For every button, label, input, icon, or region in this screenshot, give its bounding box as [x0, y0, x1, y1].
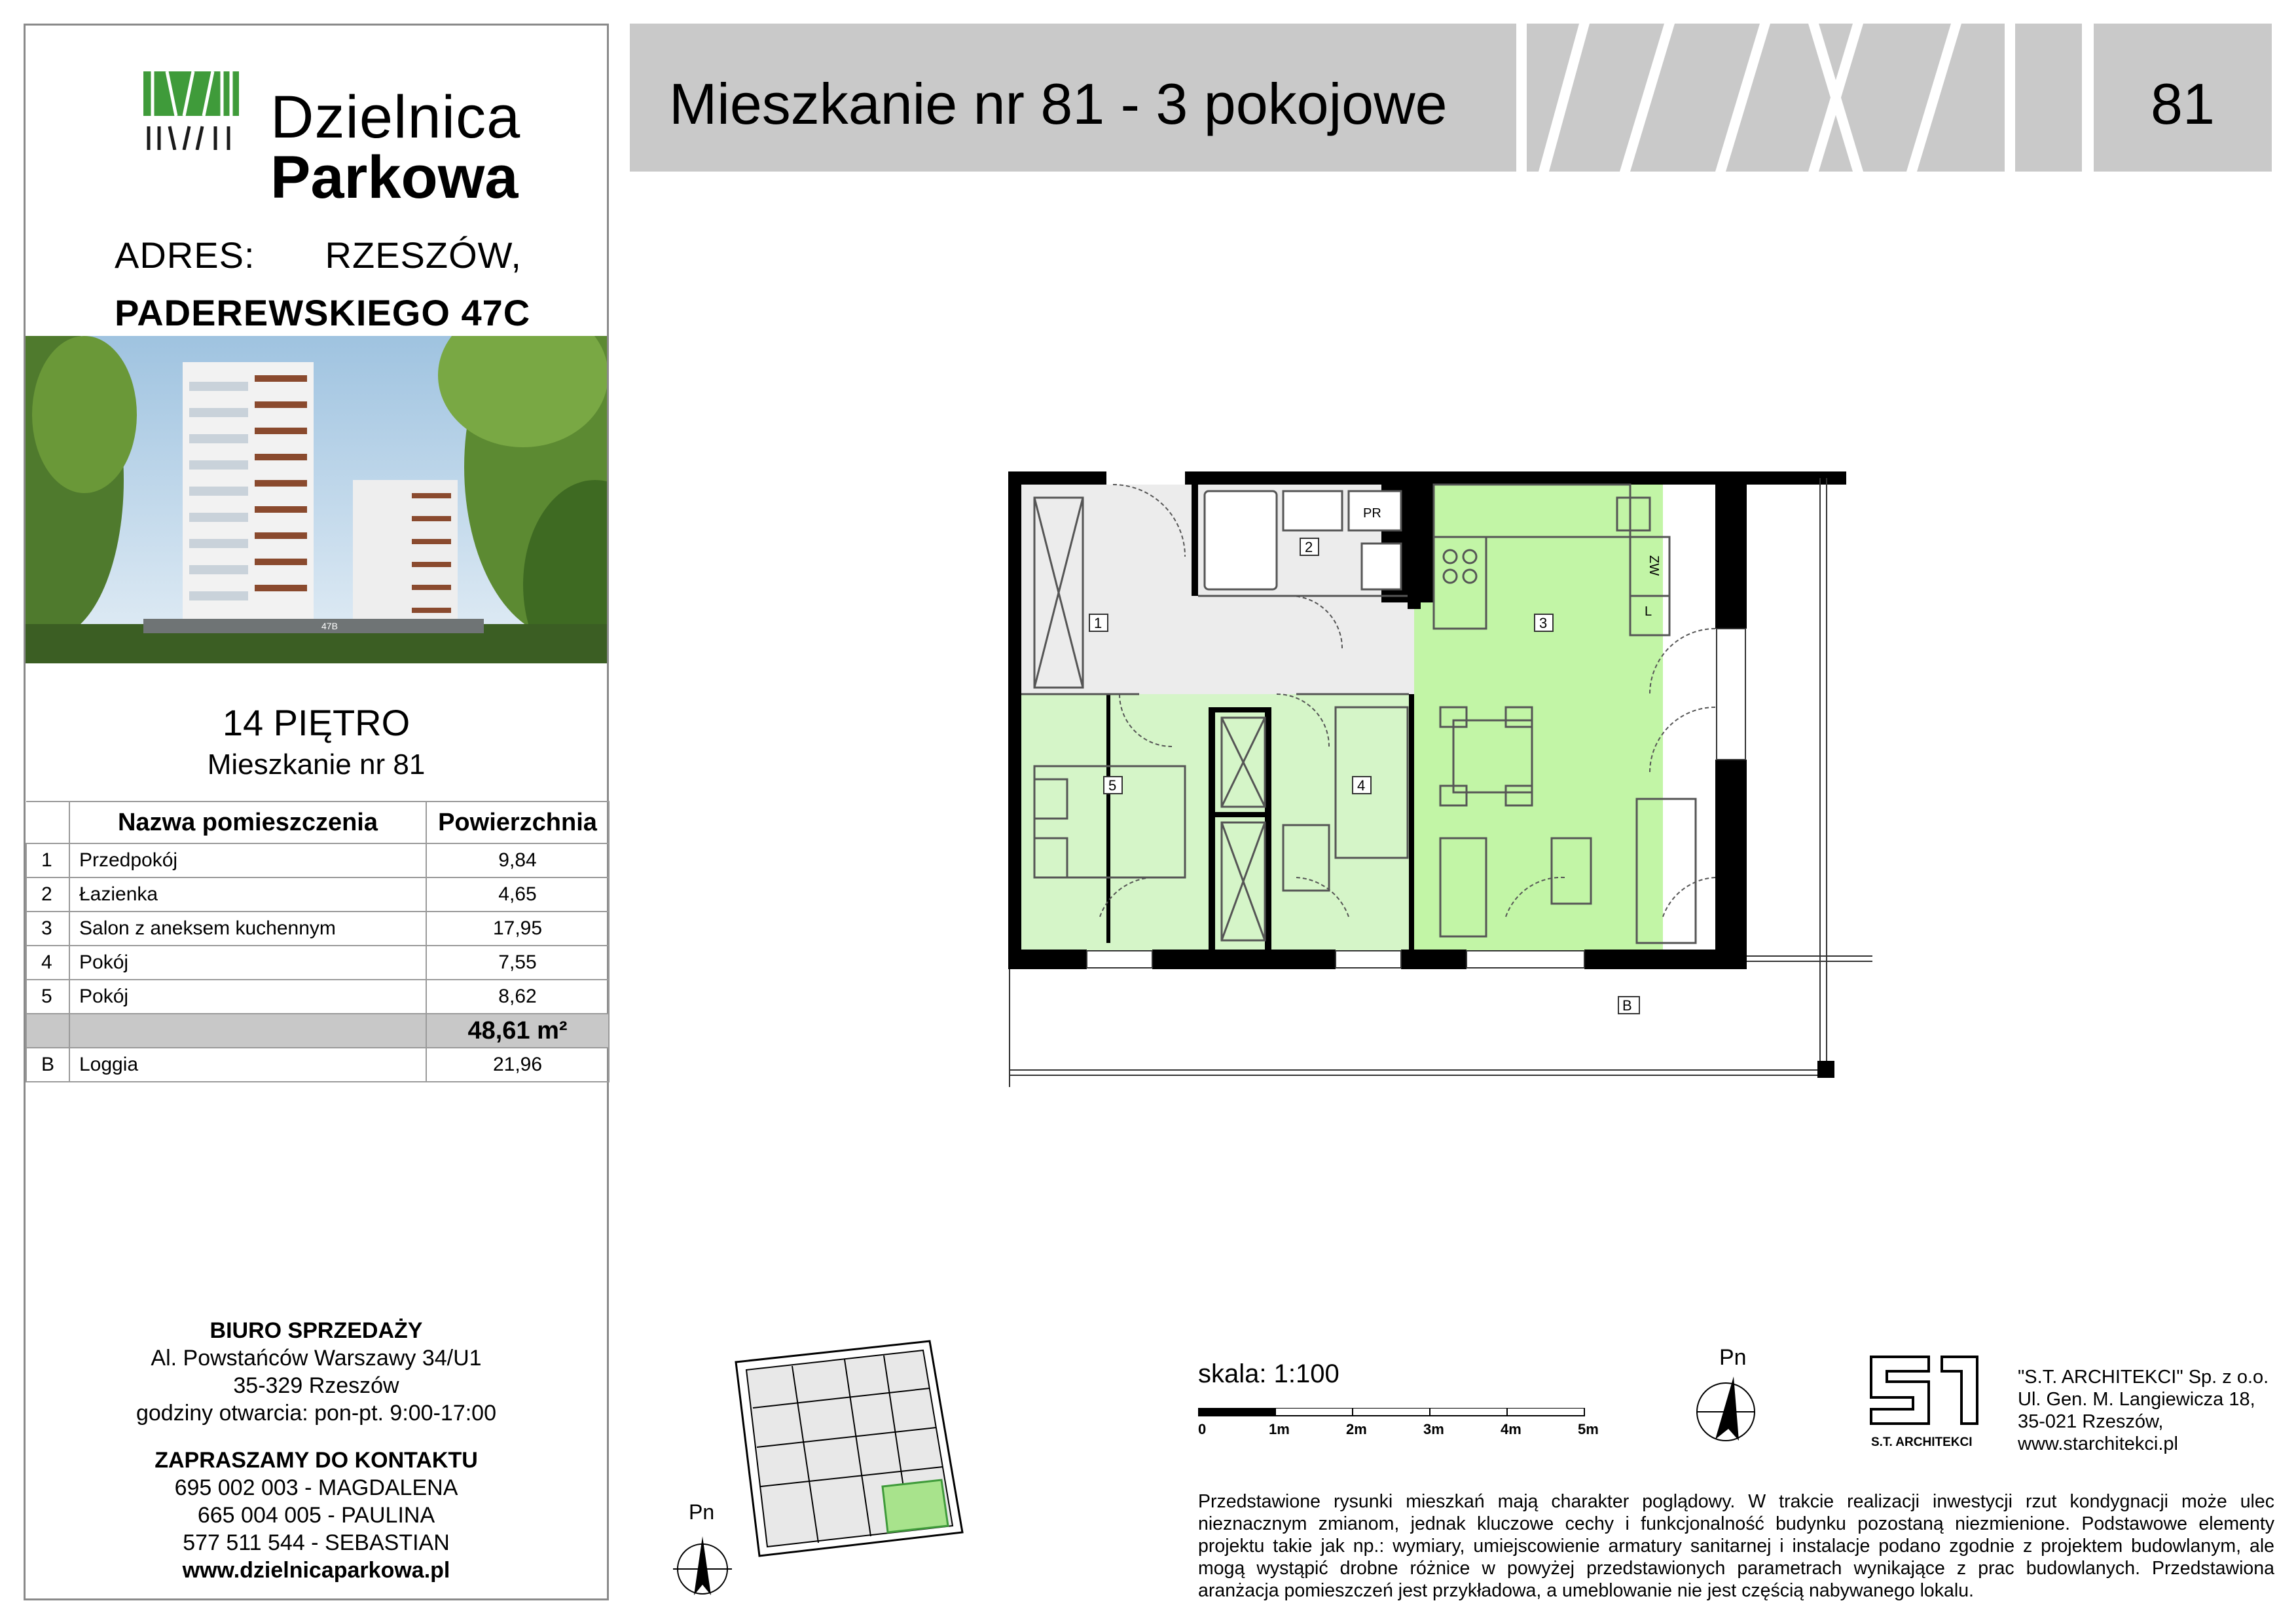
- row-name: Loggia: [69, 1048, 426, 1082]
- room-label-3: 3: [1539, 615, 1548, 631]
- row-area: 8,62: [426, 980, 609, 1014]
- row-area: 4,65: [426, 877, 609, 912]
- row-name: Pokój: [69, 946, 426, 980]
- fixture-l-label: L: [1645, 604, 1652, 619]
- row-area: 21,96: [426, 1048, 609, 1082]
- room-closet: [1162, 694, 1214, 956]
- architect-info: [2018, 1366, 2269, 1455]
- row-area: 7,55: [426, 946, 609, 980]
- row-num: B: [26, 1048, 69, 1082]
- contact-title: ZAPRASZAMY DO KONTAKTU: [155, 1448, 478, 1473]
- building-sign: 47B: [321, 621, 338, 631]
- architect-street: Ul. Gen. M. Langiewicza 18,: [2018, 1389, 2255, 1410]
- scale-tick: 2m: [1346, 1421, 1367, 1437]
- row-name: Przedpokój: [69, 843, 426, 877]
- architect-website[interactable]: www.starchitekci.pl: [2018, 1433, 2178, 1454]
- phone-paulina: 665 004 005 - PAULINA: [197, 1503, 435, 1528]
- address-street: PADEREWSKIEGO 47C: [115, 292, 531, 333]
- scale-tick: 1m: [1269, 1421, 1290, 1437]
- room-label-1: 1: [1094, 615, 1102, 631]
- table-header-area: Powierzchnia: [426, 802, 609, 843]
- address-city: RZESZÓW,: [325, 234, 522, 276]
- sales-title: BIURO SPRZEDAŻY: [210, 1318, 423, 1343]
- north-label: Pn: [1719, 1345, 1747, 1370]
- row-name: Pokój: [69, 980, 426, 1014]
- sales-address2: 35-329 Rzeszów: [233, 1373, 399, 1398]
- sales-office-info: [26, 1317, 607, 1584]
- rooms-table: [26, 801, 610, 1082]
- table-row: [26, 980, 609, 1014]
- brand-logo: [117, 48, 562, 211]
- page-title: Mieszkanie nr 81 - 3 pokojowe: [669, 71, 1448, 136]
- key-plan: [727, 1336, 989, 1559]
- brand-name-line1: Dzielnica: [270, 84, 521, 151]
- architect-logo-icon: [1870, 1356, 1988, 1454]
- key-plan-north-icon: [673, 1500, 732, 1604]
- fixture-pr-label: PR: [1363, 506, 1381, 521]
- table-row: [26, 946, 609, 980]
- room-living: [1414, 485, 1663, 956]
- sales-address1: Al. Powstańców Warszawy 34/U1: [151, 1346, 482, 1371]
- disclaimer-text: Przedstawione rysunki mieszkań mają charakter poglądowy. W trakcie realizacji inwestycji rzut kondygnacji może ulec nieznacznym zmianom, jednak kluczowe cechy i funkcjonalność budynku pozostaną niezmienione. Podstawowe elementy projektu takie jak np.: wymiary, umiejscowienie armatury sanitarnej i instalacje podano zgodnie z projektem budowlanym, ale mogą wystąpić drobne różnice w powyżej przedstawionych parametrach wynikające z prac budowlanych. Przedstawiona aranżacja pomieszczeń jest przykładowa, a umeblowanie nie jest częścią nabywanego lokalu.: [1198, 1491, 2274, 1601]
- website-link[interactable]: www.dzielnicaparkowa.pl: [182, 1558, 450, 1583]
- table-header-row: [26, 802, 609, 843]
- north-arrow-icon: [1683, 1342, 1774, 1447]
- header-number-box: [2094, 24, 2272, 172]
- row-num: 3: [26, 912, 69, 946]
- table-row: [26, 912, 609, 946]
- row-area: 17,95: [426, 912, 609, 946]
- table-row: [26, 843, 609, 877]
- sales-hours: godziny otwarcia: pon-pt. 9:00-17:00: [136, 1401, 496, 1426]
- scale-tick: 5m: [1578, 1421, 1599, 1437]
- phone-magdalena: 695 002 003 - MAGDALENA: [174, 1475, 458, 1500]
- table-header-name: Nazwa pomieszczenia: [69, 802, 426, 843]
- header-title-bar: [630, 24, 1516, 172]
- logo-mark-icon: [143, 71, 239, 150]
- header-pattern-icon: [1527, 24, 2082, 172]
- room-label-4: 4: [1357, 777, 1366, 794]
- total-area: 48,61 m²: [426, 1014, 609, 1048]
- building-render-image: [26, 336, 607, 663]
- row-area: 9,84: [426, 843, 609, 877]
- room-label-2: 2: [1305, 539, 1313, 555]
- floor-plan: [1008, 458, 1879, 1087]
- apartment-number: 81: [2151, 71, 2215, 136]
- table-total-row: [26, 1014, 609, 1048]
- table-row: [26, 1048, 609, 1082]
- room-label-b: B: [1622, 997, 1632, 1014]
- row-num: 2: [26, 877, 69, 912]
- architect-city: 35-021 Rzeszów,: [2018, 1411, 2164, 1432]
- table-row: [26, 877, 609, 912]
- scale-label: skala: 1:100: [1198, 1359, 1339, 1388]
- row-name: Łazienka: [69, 877, 426, 912]
- row-num: 4: [26, 946, 69, 980]
- architect-name: "S.T. ARCHITEKCI" Sp. z o.o.: [2018, 1367, 2269, 1388]
- architect-logo-caption: S.T. ARCHITEKCI: [1871, 1435, 1973, 1449]
- floor-label: 14 PIĘTRO: [222, 702, 410, 743]
- brand-name-line2: Parkowa: [270, 144, 519, 211]
- apartment-label: Mieszkanie nr 81: [207, 748, 426, 781]
- row-num: 1: [26, 843, 69, 877]
- row-name: Salon z aneksem kuchennym: [69, 912, 426, 946]
- room-label-5: 5: [1108, 777, 1117, 794]
- row-num: 5: [26, 980, 69, 1014]
- scale-bar: [1198, 1408, 1617, 1447]
- address-label: ADRES:: [115, 234, 255, 276]
- phone-sebastian: 577 511 544 - SEBASTIAN: [183, 1530, 450, 1555]
- info-panel: [24, 24, 609, 1600]
- key-plan-north-label: Pn: [689, 1500, 715, 1524]
- scale-tick: 0: [1198, 1421, 1207, 1437]
- scale-tick: 3m: [1423, 1421, 1444, 1437]
- fixture-zw-label: ZW: [1647, 555, 1661, 576]
- scale-tick: 4m: [1501, 1421, 1522, 1437]
- table-header-num: [26, 802, 69, 843]
